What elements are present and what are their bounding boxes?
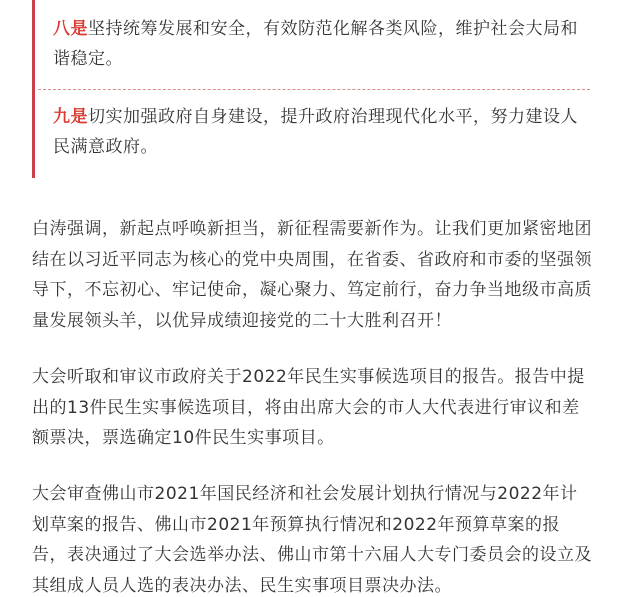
dashed-divider	[38, 89, 590, 90]
key-point-8	[53, 14, 581, 74]
key-point-text: 切实加强政府自身建设，提升政府治理现代化水平，努力建设人民满意政府。	[53, 107, 578, 157]
key-point-9	[53, 102, 581, 162]
article-paragraph: 大会审查佛山市2021年国民经济和社会发展计划执行情况与2022年计划草案的报告、佛山市2021年预算执行情况和2022年预算草案的报告，表决通过了大会选举办法、佛山市第十六届人大专门委员会的设立及其组成人员人选的表决办法、民生实事项目票决办法。	[32, 484, 592, 596]
key-point-label: 八是	[53, 19, 88, 39]
key-point-label: 九是	[53, 107, 88, 127]
article-paragraph: 白涛强调，新起点呼唤新担当，新征程需要新作为。让我们更加紧密地团结在以习近平同志为核心的党中央周围，在省委、省政府和市委的坚强领导下，不忘初心、牢记使命，凝心聚力、笃定前行，奋力争当地级市高质量发展领头羊，以优异成绩迎接党的二十大胜利召开！	[32, 219, 592, 331]
key-point-text: 坚持统筹发展和安全，有效防范化解各类风险，维护社会大局和谐稳定。	[53, 19, 578, 69]
article-paragraph: 大会听取和审议市政府关于2022年民生实事候选项目的报告。报告中提出的13件民生实事候选项目，将由出席大会的市人大代表进行审议和差额票决，票选确定10件民生实事项目。	[32, 367, 585, 448]
key-points-quote-box	[32, 0, 590, 178]
